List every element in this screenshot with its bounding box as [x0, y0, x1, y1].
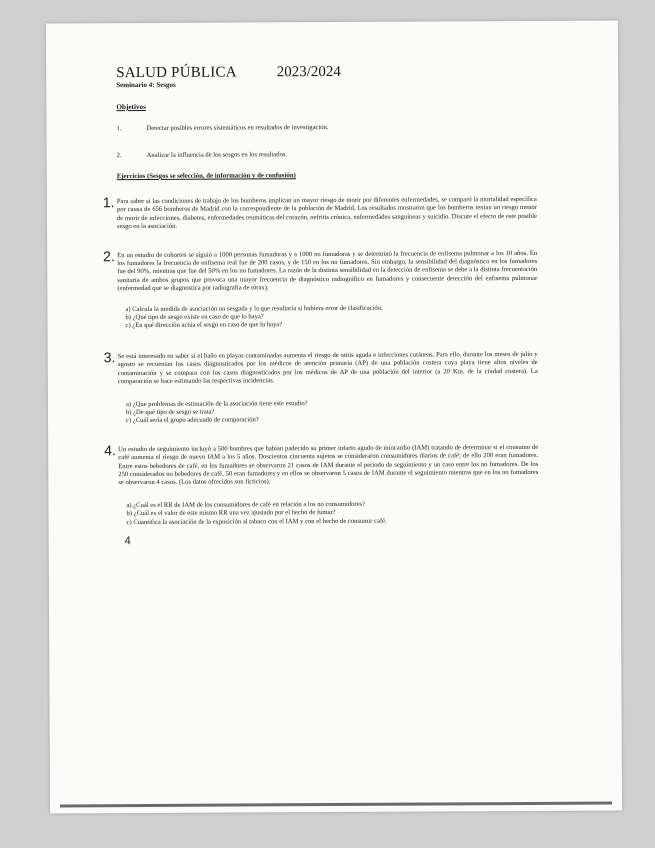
objective-number: 1.: [116, 125, 122, 133]
question-b: b) ¿Cuál es el valor de este mismo RR una vez ajustado por el hecho de fumar?: [126, 509, 336, 518]
exercise-text: Un estudio de seguimiento incluyó a 500 hombres que habían padecido su primer infarto agudo de miocardio (IAM) tratando de determinar si el consumo de café aumenta el riesgo de nuevo IAM a los 5 años. Doscientos cincuenta sujetos se consideraron consumidores diarios de café; de ello 200 eran fumadores. Entre estos bebedores de café, en los fumadores se observaron 21 casos de IAM durante el periodo de seguimiento y un caso entre los no fumadores. De los 250 considerados no bebedores de café, 50 eran fumadores y en ellos se observaron 5 casos de IAM durante el seguimiento mientras que en los no fumadores se observaron 4 casos. (Los datos ofrecidos son ficticios).: [118, 443, 539, 487]
exercise-questions: [125, 304, 537, 331]
objective-item: [117, 150, 537, 159]
exercise-questions: [126, 398, 538, 425]
objective-text: Detectar posibles errores sistemáticos en resultados de investigación.: [146, 124, 329, 132]
exercise-number: 2.: [103, 247, 115, 264]
exercise-number: 3.: [103, 349, 116, 366]
objective-item: [116, 123, 536, 132]
exercise-4: [104, 441, 539, 527]
objectives-heading: Objetivos: [116, 102, 146, 112]
exercise-text: En un estudio de cohortes se siguió a 1000 personas fumadoras y a 1000 no fumadoras y se determinó la frecuencia de enfisema pulmonar a los 10 años. En los fumadores la frecuencia de enfisema real fue de 200 casos, y de 150 en los no fumadores. Sin embargo, la sensibilidad del diagnóstico en los fumadores fue del 90%, mientras que fue del 50% en los no fumadores. La razón de la distinta sensibilidad en la detección de enfisema se debe a la distinta frecuentación sanitaria de ambos grupos que provoca una mayor frecuencia de diagnóstico radiográfico en fumadores y consecuente detección del enfisema pulmonar (enfermedad que se diagnostica por radiografía de tórax).: [117, 249, 538, 293]
exercises-heading: Ejercicios (Sesgos se selección, de información y de confusión): [116, 172, 296, 181]
page-title: SALUD PÚBLICA: [116, 64, 237, 82]
page-bottom-edge: [60, 802, 612, 808]
question-c: c) ¿Cuál sería el grupo adecuado de comparación?: [125, 416, 259, 425]
question-b: b) ¿Qué tipo de sesgo existe en caso de que lo haya?: [125, 313, 264, 322]
exercise-1: [102, 194, 537, 232]
page-number: 4: [124, 535, 131, 548]
objective-text: Analizar la influencia de los sesgos en los resultados.: [146, 151, 288, 159]
exercise-2: [103, 247, 538, 331]
question-a: a) ¿Cuál es el RR de IAM de los consumidores de café en relación a los no consumidores?: [126, 500, 366, 509]
exercise-3: [103, 349, 538, 426]
academic-year: 2023/2024: [276, 63, 341, 81]
page-content: [102, 63, 539, 548]
exercise-text: Para saber si las condiciones de trabajo de los bomberos implican un mayor riesgo de morir por diferentes enfermedades, se comparó la mortalidad específica por causa de 656 bomberos de Madrid con la correspondiente de la población de Madrid. Los resultados mostraron que los bomberos tenían un riesgo menor de morir de infecciones, diabetes, enfermedades reumáticas del corazón, nefritis crónica, enfermedades sanguíneas y suicidio. Discute el efecto de este posible sesgo en la asociación.: [116, 195, 537, 231]
question-b: b) ¿De qué tipo de sesgo se trata?: [125, 408, 215, 416]
exercise-number: 1.: [102, 194, 115, 211]
exercise-text: Se está interesado en saber si el baño en playas contaminadas aumenta el riesgo de otitis aguda e infecciones cutáneas. Para ello, durante los meses de julio y agosto se recuentan los casos diagnosticados por los médicos de atención primaria (AP) de una población costera cuya playa tiene altos niveles de contaminación y se compara con los casos diagnosticados por los médicos de AP de una población del interior (a 20 Km. de la ciudad costera). La comparación se hace estimando las respectivas incidencias.: [117, 350, 538, 386]
question-c: c) Cuantifica la asociación de la exposición al tabaco con el IAM y con el hecho de consumir café.: [126, 517, 387, 526]
objective-number: 2.: [116, 152, 122, 160]
page-subtitle: Seminario 4: Sesgos: [116, 80, 176, 90]
question-a: a) Calcula la medida de asociación no sesgada y la que resultaría si hubiera error de clasificación.: [125, 304, 383, 313]
question-a: a) ¿Que problemas de estimación de la asociación tiene este estudio?: [125, 399, 308, 408]
document-page: [46, 21, 622, 814]
question-c: c) ¿En qué dirección actúa el sesgo en caso de que lo haya?: [125, 321, 283, 330]
exercise-questions: [126, 500, 538, 527]
exercise-number: 4.: [104, 441, 116, 458]
